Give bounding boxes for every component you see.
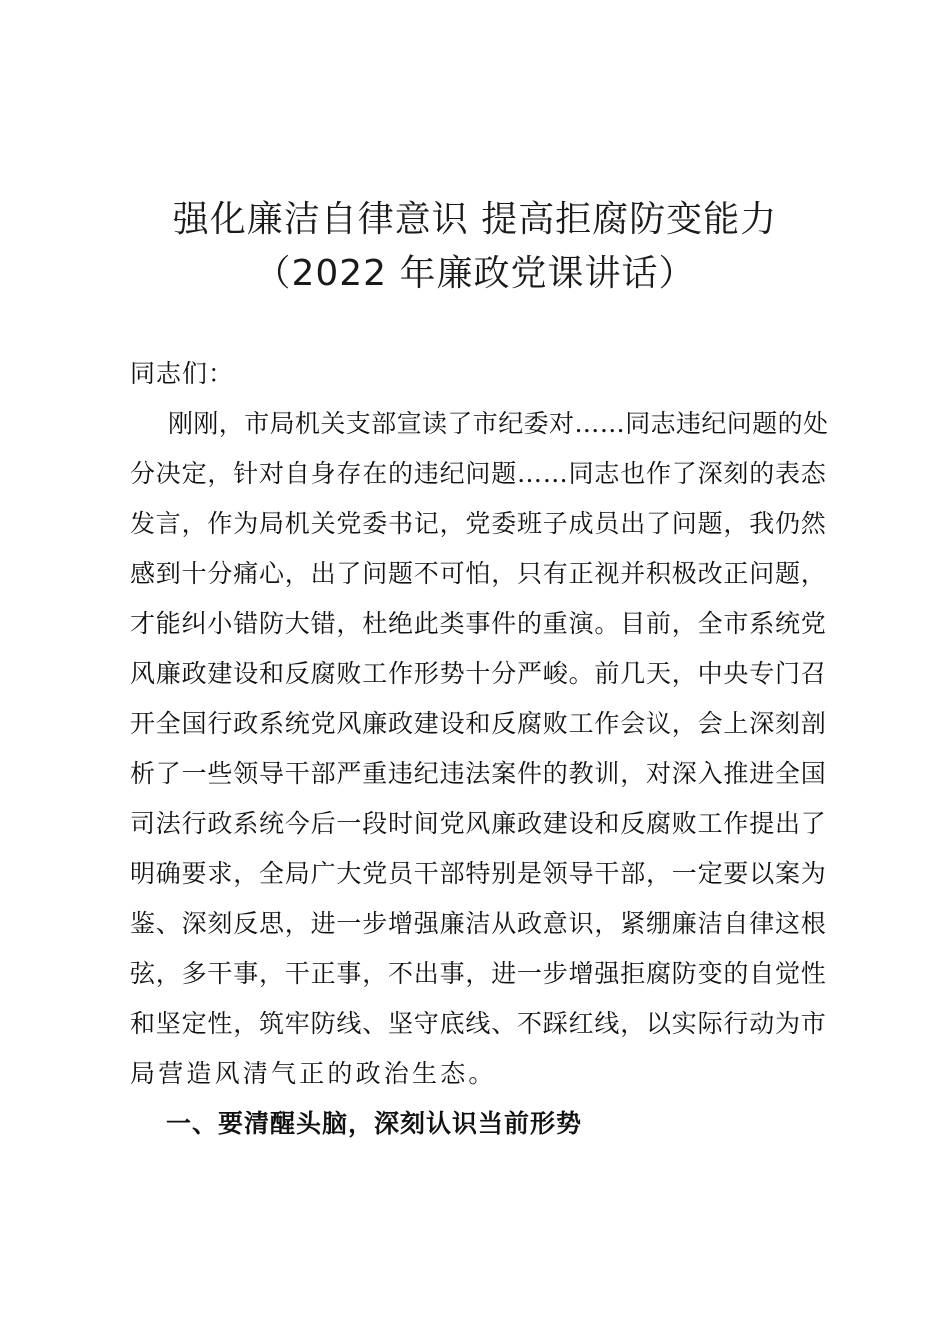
- section-heading: 一、要清醒头脑，深刻认识当前形势: [166, 1109, 583, 1138]
- paragraph-line: 和坚定性，筑牢防线、坚守底线、不踩红线，以实际行动为市: [130, 1009, 827, 1038]
- document-subtitle: （2022 年廉政党课讲话）: [254, 253, 696, 294]
- paragraph-line: 发言，作为局机关党委书记，党委班子成员出了问题，我仍然: [130, 509, 827, 538]
- paragraph-line: 感到十分痛心，出了问题不可怕，只有正视并积极改正问题，: [130, 559, 827, 588]
- paragraph-line: 风廉政建设和反腐败工作形势十分严峻。前几天，中央专门召: [130, 659, 827, 688]
- paragraph-line: 开全国行政系统党风廉政建设和反腐败工作会议，会上深刻剖: [130, 709, 827, 738]
- paragraph-line: 刚刚，市局机关支部宣读了市纪委对……同志违纪问题的处: [168, 409, 829, 438]
- paragraph-line: 析了一些领导干部严重违纪违法案件的教训，对深入推进全国: [130, 759, 827, 788]
- paragraph-line: 明确要求，全局广大党员干部特别是领导干部，一定要以案为: [130, 859, 827, 888]
- paragraph-line: 弦，多干事，干正事，不出事，进一步增强拒腐防变的自觉性: [130, 959, 827, 988]
- paragraph-line: 分决定，针对自身存在的违纪问题……同志也作了深刻的表态: [130, 459, 827, 488]
- paragraph-line: 才能纠小错防大错，杜绝此类事件的重演。目前，全市系统党: [130, 609, 827, 638]
- salutation: 同志们：: [130, 359, 235, 388]
- paragraph-line: 鉴、深刻反思，进一步增强廉洁从政意识，紧绷廉洁自律这根: [130, 909, 827, 938]
- paragraph-line: 局营造风清气正的政治生态。: [130, 1059, 497, 1088]
- paragraph-line: 司法行政系统今后一段时间党风廉政建设和反腐败工作提出了: [130, 809, 827, 838]
- document-title: 强化廉洁自律意识 提高拒腐防变能力: [172, 199, 778, 240]
